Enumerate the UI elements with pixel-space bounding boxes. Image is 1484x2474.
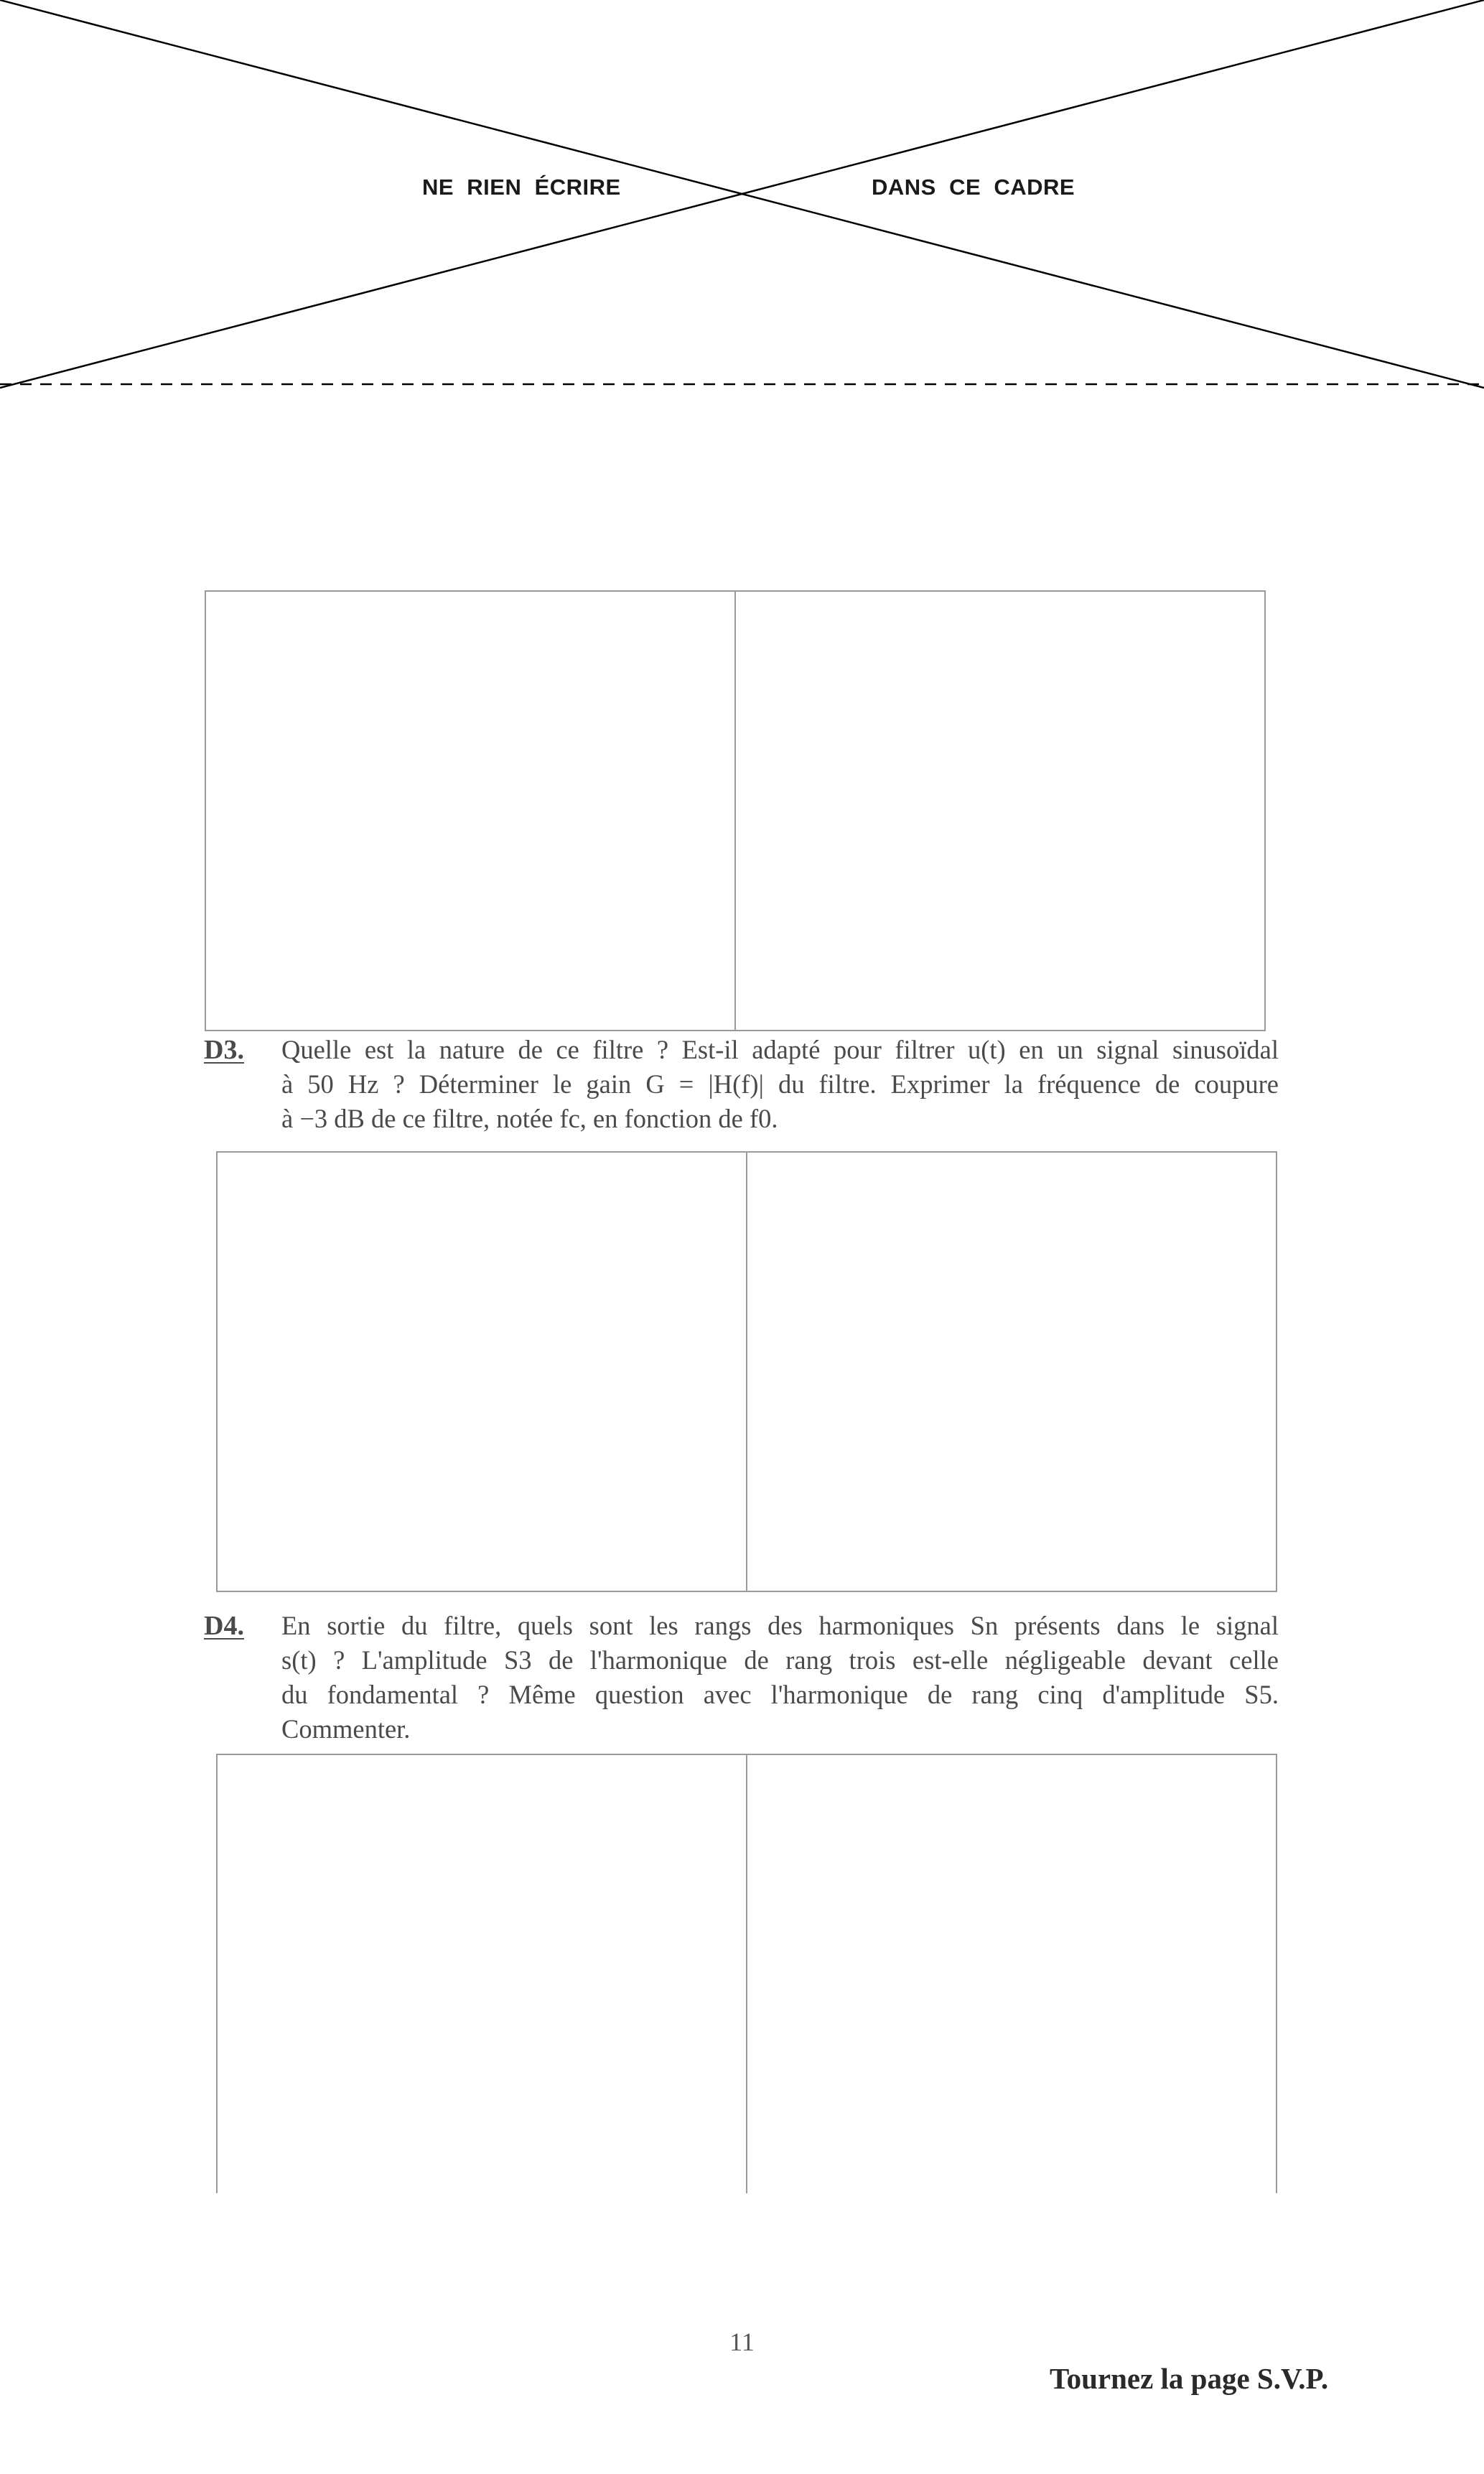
answer-box-divider: [746, 1153, 747, 1591]
header-left-text: NE RIEN ÉCRIRE: [422, 175, 621, 200]
answer-box-d4[interactable]: [216, 1754, 1277, 2193]
question-line: s(t) ? L'amplitude S3 de l'harmonique de rang trois est-elle négligeable devant celle: [281, 1645, 1279, 1675]
question-label: D3.: [204, 1035, 244, 1065]
do-not-write-frame: [0, 0, 1484, 402]
question-d4: [204, 1609, 1279, 1752]
question-line: à −3 dB de ce filtre, notée fc, en fonction de f0.: [281, 1104, 778, 1133]
question-line: En sortie du filtre, quels sont les rangs des harmoniques Sn présents dans le signal: [281, 1611, 1279, 1640]
answer-box-d2[interactable]: [205, 590, 1266, 1031]
turn-page-note: Tournez la page S.V.P.: [1050, 2362, 1329, 2395]
question-label: D4.: [204, 1611, 244, 1641]
answer-box-divider: [746, 1755, 747, 2193]
question-line: Commenter.: [281, 1714, 411, 1744]
answer-box-d3[interactable]: [216, 1151, 1277, 1592]
header-right-text: DANS CE CADRE: [872, 175, 1075, 200]
question-line: à 50 Hz ? Déterminer le gain G = |H(f)| du filtre. Exprimer la fréquence de coupure: [281, 1069, 1279, 1099]
question-line: du fondamental ? Même question avec l'harmonique de rang cinq d'amplitude S5.: [281, 1680, 1279, 1709]
question-text: [281, 1609, 1279, 1747]
page-number: 11: [729, 2327, 755, 2356]
answer-box-divider: [734, 592, 736, 1030]
question-text: [281, 1033, 1279, 1136]
question-line: Quelle est la nature de ce filtre ? Est-il adapté pour filtrer u(t) en un signal sinusoïdal: [281, 1035, 1279, 1064]
question-d3: [204, 1033, 1279, 1140]
